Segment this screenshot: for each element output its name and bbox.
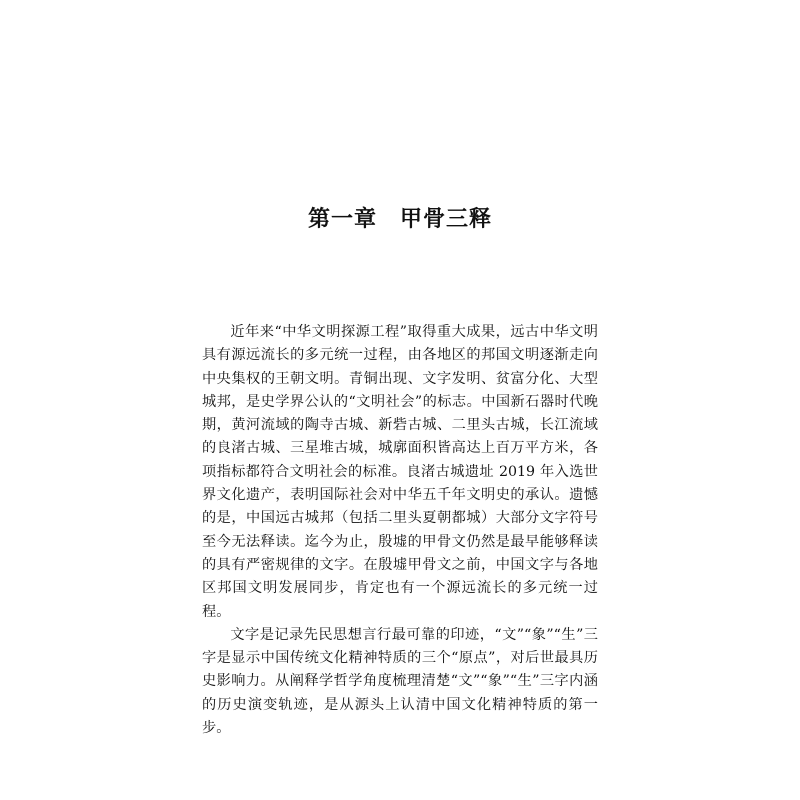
- chapter-title: 第一章 甲骨三释: [307, 205, 492, 232]
- paragraph-2: 文字是记录先民思想言行最可靠的印迹，“文”“象”“生”三字是显示中国传统文化精神特质的三个“原点”，对后世最具历史影响力。从阐释学哲学角度梳理清楚“文”“象”“生”三字内涵的历史演变轨迹，是从源头上认清中国文化精神特质的第一步。: [202, 626, 598, 737]
- chapter-body: [202, 321, 598, 740]
- paragraph-1: 近年来“中华文明探源工程”取得重大成果，远古中华文明具有源远流长的多元统一过程，由各地区的邦国文明逐渐走向中央集权的王朝文明。青铜出现、文字发明、贫富分化、大型城邦，是史学界公认的“文明社会”的标志。中国新石器时代晚期，黄河流域的陶寺古城、新砦古城、二里头古城，长江流域的良渚古城、三星堆古城，城廓面积皆高达上百万平方米，各项指标都符合文明社会的标准。良渚古城遗址 2019 年入选世界文化遗产，表明国际社会对中华五千年文明史的承认。遗憾的是，中国远古城邦（包括二里头夏朝都城）大部分文字符号至今无法释读。迄今为止，殷墟的甲骨文仍然是最早能够释读的具有严密规律的文字。在殷墟甲骨文之前，中国文字与各地区邦国文明发展同步，肯定也有一个源远流长的多元统一过程。: [202, 324, 598, 620]
